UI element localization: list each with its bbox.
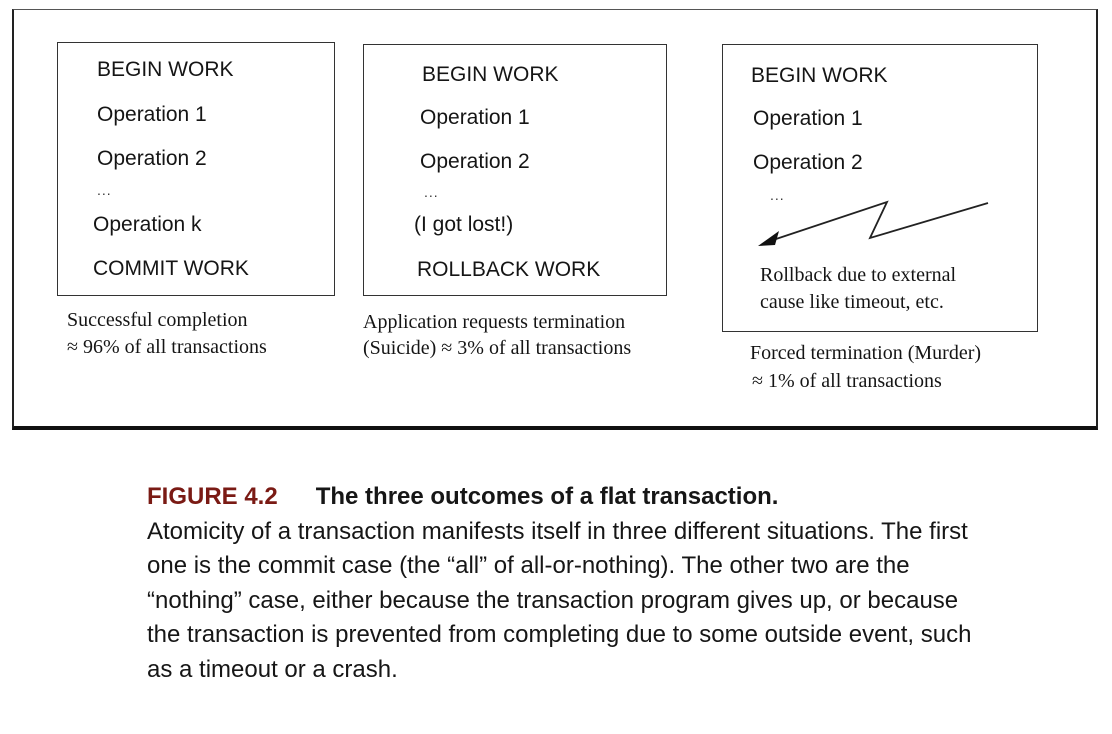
- operation-k-label: Operation k: [93, 213, 202, 236]
- external-interrupt-arrow-icon: [745, 190, 995, 260]
- operation-2-label: Operation 2: [97, 147, 207, 170]
- rollback-work-label: ROLLBACK WORK: [417, 258, 601, 281]
- suicide-note-line-1: Application requests termination: [363, 311, 626, 333]
- figure-title: The three outcomes of a flat transaction.: [315, 483, 779, 510]
- operation-1-label: Operation 1: [97, 103, 207, 126]
- operation-2-label: Operation 2: [420, 150, 530, 173]
- ellipsis: ...: [770, 187, 785, 203]
- begin-work-label: BEGIN WORK: [751, 64, 888, 87]
- commit-work-label: COMMIT WORK: [93, 257, 249, 280]
- begin-work-label: BEGIN WORK: [422, 63, 559, 86]
- rollback-cause-line-1: Rollback due to external: [760, 264, 957, 286]
- murder-note-line-1: Forced termination (Murder): [750, 342, 982, 364]
- begin-work-label: BEGIN WORK: [97, 58, 234, 81]
- operation-1-label: Operation 1: [420, 106, 530, 129]
- i-got-lost-label: (I got lost!): [414, 213, 514, 236]
- suicide-note-line-2: (Suicide) ≈ 3% of all transactions: [363, 337, 632, 359]
- commit-note-line-2: ≈ 96% of all transactions: [67, 336, 267, 358]
- operation-1-label: Operation 1: [753, 107, 863, 130]
- murder-note-line-2: ≈ 1% of all transactions: [752, 370, 942, 392]
- figure-number: FIGURE 4.2: [147, 483, 278, 510]
- ellipsis: ...: [424, 184, 439, 200]
- caption-body: Atomicity of a transaction manifests itself in three different situations. The first one is the commit case (the “all” of all-or-nothing). The other two are the “nothing” case, either because the transaction program gives up, or because the transaction is prevented from completing due to some outside event, such as a timeout or a crash.: [147, 517, 972, 683]
- ellipsis: ...: [97, 182, 112, 198]
- operation-2-label: Operation 2: [753, 151, 863, 174]
- figure-caption: [147, 480, 977, 687]
- commit-note-line-1: Successful completion: [67, 309, 248, 331]
- rollback-cause-line-2: cause like timeout, etc.: [760, 291, 944, 313]
